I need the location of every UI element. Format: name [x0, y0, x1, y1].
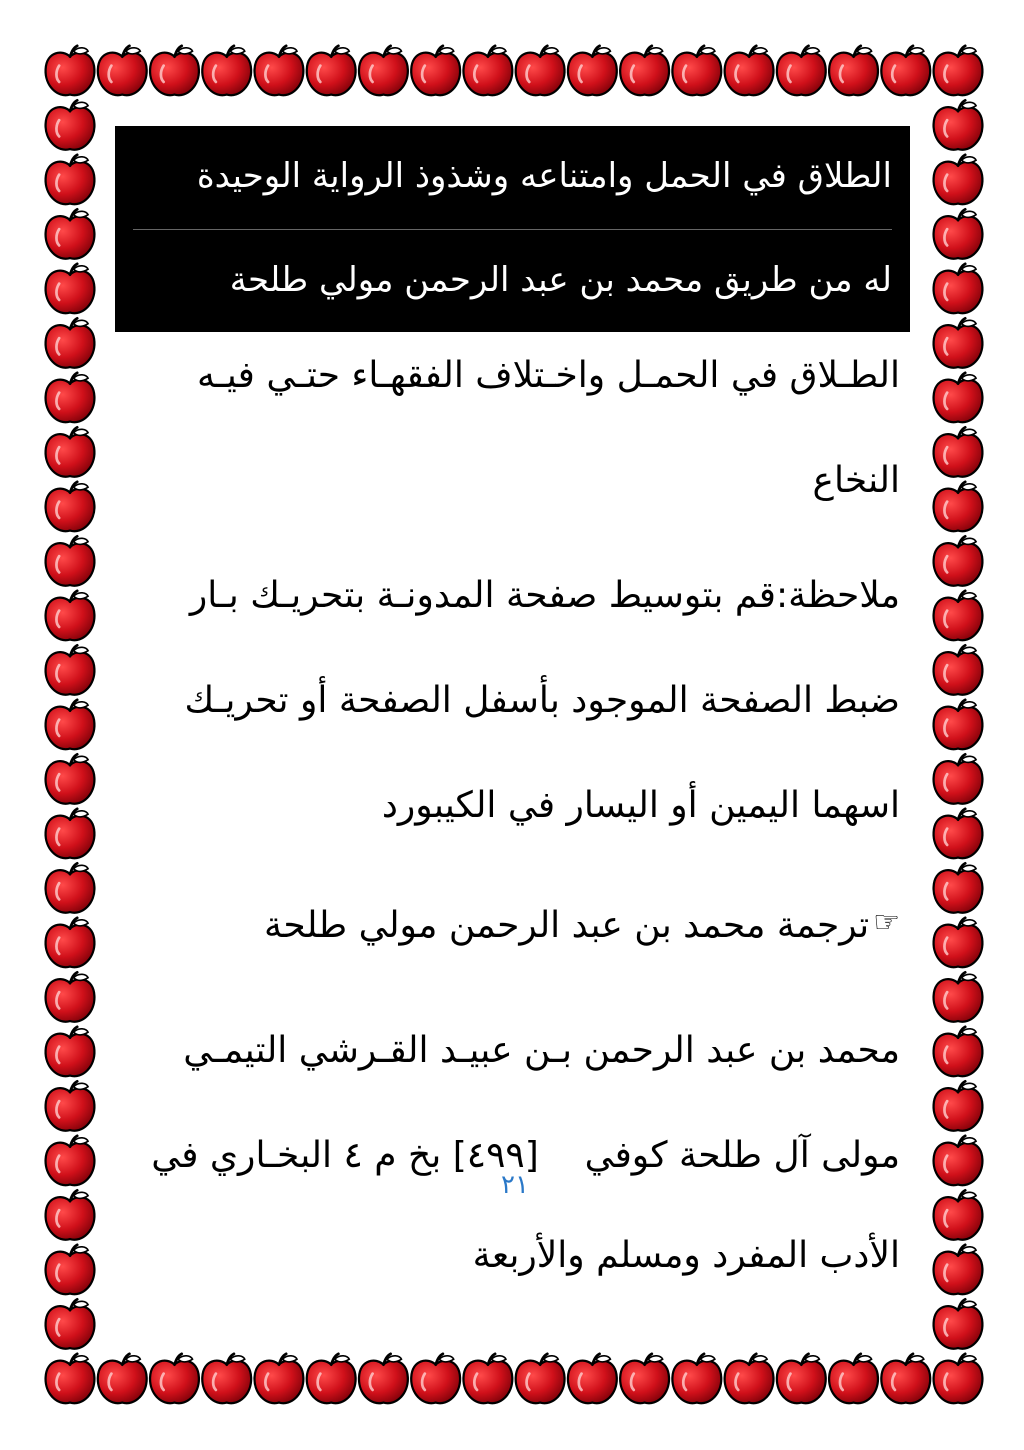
title-line-1: الطلاق في الحمل وامتناعه وشذوذ الرواية الوحيدة	[196, 156, 892, 196]
apple-icon	[202, 46, 251, 95]
apple-icon	[255, 1354, 304, 1403]
apple-icon	[934, 972, 983, 1021]
bio-line: محمد بن عبد الرحمن بـن عبيـد القـرشي التيمـي	[183, 1030, 900, 1071]
apple-icon	[463, 1354, 512, 1403]
section-heading-text: ترجمة محمد بن عبد الرحمن مولي طلحة	[264, 905, 870, 946]
apple-icon	[46, 1027, 95, 1076]
apple-icon	[620, 46, 669, 95]
apple-icon	[568, 1354, 617, 1403]
apple-icon	[620, 1354, 669, 1403]
apple-icon	[46, 700, 95, 749]
apple-icon	[359, 46, 408, 95]
apple-icon	[881, 1354, 930, 1403]
apple-icon	[46, 809, 95, 858]
apple-icon	[934, 1354, 983, 1403]
apple-icon	[934, 100, 983, 149]
apple-icon	[829, 46, 878, 95]
apple-icon	[46, 1245, 95, 1294]
apple-icon	[934, 427, 983, 476]
apple-icon	[934, 1081, 983, 1130]
section-heading	[115, 905, 900, 946]
apple-icon	[934, 918, 983, 967]
apple-icon	[255, 46, 304, 95]
apple-icon	[46, 1190, 95, 1239]
apple-icon	[829, 1354, 878, 1403]
apple-icon	[934, 1027, 983, 1076]
apple-icon	[411, 46, 460, 95]
bio-line: مولى آل طلحة كوفي [٤٩٩] بخ م ٤ البخـاري في	[151, 1135, 900, 1176]
apple-icon	[359, 1354, 408, 1403]
apple-icon	[672, 1354, 721, 1403]
bio-line: الأدب المفرد ومسلم والأربعة	[472, 1235, 900, 1276]
apple-icon	[202, 1354, 251, 1403]
apple-icon	[934, 209, 983, 258]
apple-icon	[46, 46, 95, 95]
apple-icon	[934, 1136, 983, 1185]
apple-icon	[934, 700, 983, 749]
page-content	[115, 126, 910, 332]
apple-icon	[46, 155, 95, 204]
apple-icon	[934, 1245, 983, 1294]
apple-icon	[777, 46, 826, 95]
apple-icon	[46, 1081, 95, 1130]
apple-icon	[46, 918, 95, 967]
note-line: ضبط الصفحة الموجود بأسفل الصفحة أو تحريـك	[184, 680, 900, 721]
page-number: ٢١	[501, 1170, 529, 1200]
apple-icon	[934, 536, 983, 585]
apple-icon	[46, 645, 95, 694]
apple-icon	[934, 373, 983, 422]
paragraph-line: النخاع	[812, 460, 900, 501]
apple-icon	[777, 1354, 826, 1403]
apple-icon	[46, 427, 95, 476]
apple-icon	[516, 46, 565, 95]
apple-icon	[98, 46, 147, 95]
paragraph-line: الطـلاق في الحمـل واخـتلاف الفقهـاء حتـي فيـه	[196, 355, 900, 396]
apple-icon	[150, 1354, 199, 1403]
apple-icon	[934, 1299, 983, 1348]
title-line-2: له من طريق محمد بن عبد الرحمن مولي طلحة	[133, 229, 892, 333]
apple-icon	[46, 754, 95, 803]
apple-icon	[672, 46, 721, 95]
apple-icon	[307, 1354, 356, 1403]
apple-icon	[46, 1136, 95, 1185]
apple-icon	[46, 536, 95, 585]
apple-icon	[934, 264, 983, 313]
apple-icon	[568, 46, 617, 95]
apple-icon	[934, 318, 983, 367]
apple-icon	[46, 591, 95, 640]
apple-icon	[934, 645, 983, 694]
apple-icon	[46, 863, 95, 912]
apple-icon	[725, 46, 774, 95]
apple-icon	[46, 1354, 95, 1403]
apple-icon	[46, 1299, 95, 1348]
apple-icon	[934, 591, 983, 640]
title-banner	[115, 126, 910, 332]
apple-icon	[46, 482, 95, 531]
apple-icon	[934, 155, 983, 204]
apple-icon	[934, 46, 983, 95]
apple-icon	[934, 1190, 983, 1239]
apple-icon	[725, 1354, 774, 1403]
apple-icon	[934, 863, 983, 912]
apple-icon	[46, 209, 95, 258]
apple-icon	[46, 100, 95, 149]
apple-icon	[881, 46, 930, 95]
apple-icon	[150, 46, 199, 95]
apple-icon	[46, 373, 95, 422]
apple-icon	[411, 1354, 460, 1403]
apple-icon	[934, 482, 983, 531]
apple-icon	[934, 809, 983, 858]
apple-icon	[934, 754, 983, 803]
apple-icon	[46, 318, 95, 367]
apple-icon	[46, 972, 95, 1021]
apple-icon	[463, 46, 512, 95]
apple-icon	[516, 1354, 565, 1403]
note-line: اسهما اليمين أو اليسار في الكيبورد	[381, 785, 900, 826]
apple-icon	[46, 264, 95, 313]
apple-icon	[307, 46, 356, 95]
apple-icon	[98, 1354, 147, 1403]
note-line: ملاحظة:قم بتوسيط صفحة المدونـة بتحريـك بـار	[189, 575, 900, 616]
pointing-hand-icon: ☞	[873, 905, 900, 940]
